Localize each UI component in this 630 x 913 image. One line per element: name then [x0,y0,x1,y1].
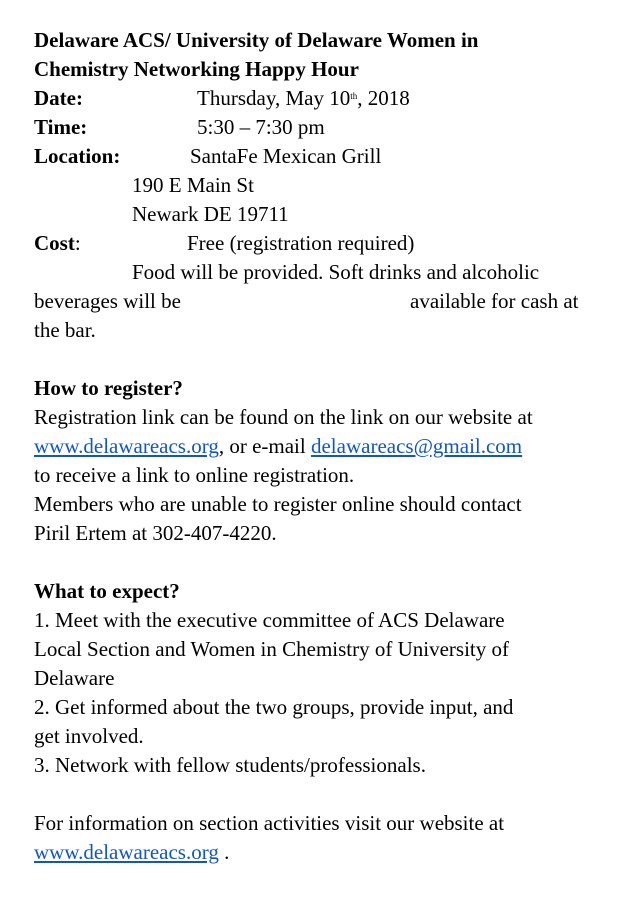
expect-item-3: 3. Network with fellow students/professionals. [34,753,426,777]
register-line-5: Piril Ertem at 302-407-4220. [34,521,277,545]
email-link[interactable]: delawareacs@gmail.com [310,434,523,458]
location-row [34,142,624,171]
register-heading: How to register? [34,376,183,400]
cost-label: Cost [34,231,75,255]
date-ordinal-suffix: th [350,91,358,101]
register-line-1: Registration link can be found on the link on our website at [34,405,533,429]
spacer [34,780,624,809]
time-row [34,113,624,142]
footer-line-1: For information on section activities visit our website at [34,811,505,835]
cost-row [34,229,624,258]
time-label: Time: [34,115,88,139]
date-year: , 2018 [357,86,410,110]
spacer [34,548,624,577]
date-value-main: Thursday, May 10 [197,86,351,110]
footer-trailing: . [218,840,230,864]
food-note-line-1: Food will be provided. Soft drinks and alcoholic [132,260,540,284]
cost-colon: : [74,231,81,255]
cost-label-group [34,229,187,258]
time-value: 5:30 – 7:30 pm [197,115,325,139]
location-street: 190 E Main St [132,173,254,197]
cost-value: Free (registration required) [187,231,415,255]
flyer-page [34,26,624,867]
expect-item-1-line-2: Local Section and Women in Chemistry of University of [34,637,510,661]
expect-item-2-line-2: get involved. [34,724,144,748]
location-city: Newark DE 19711 [132,202,289,226]
register-mid-text: , or e-mail [218,434,311,458]
food-note-line-3: the bar. [34,318,96,342]
website-link[interactable]: www.delawareacs.org [34,434,219,458]
expect-item-1-line-1: 1. Meet with the executive committee of ACS Delaware [34,608,505,632]
register-line-4: Members who are unable to register online should contact [34,492,522,516]
date-label: Date: [34,86,83,110]
footer-website-link[interactable]: www.delawareacs.org [34,840,219,864]
spacer [34,345,624,374]
expect-heading: What to expect? [34,579,180,603]
event-title-line-2: Chemistry Networking Happy Hour [34,57,359,81]
location-name: SantaFe Mexican Grill [190,144,382,168]
footer-line-2 [34,838,624,867]
expect-item-2-line-1: 2. Get informed about the two groups, provide input, and [34,695,514,719]
food-note-line-2 [34,287,624,316]
date-value [197,86,410,110]
register-line-2 [34,432,624,461]
food-note-line-2b: available for cash at [410,289,579,313]
food-note-line-2a: beverages will be [34,289,181,313]
location-label: Location: [34,144,121,168]
expect-item-1-line-3: Delaware [34,666,115,690]
date-row [34,84,624,113]
register-line-3: to receive a link to online registration. [34,463,355,487]
event-title-line-1: Delaware ACS/ University of Delaware Women in [34,28,479,52]
